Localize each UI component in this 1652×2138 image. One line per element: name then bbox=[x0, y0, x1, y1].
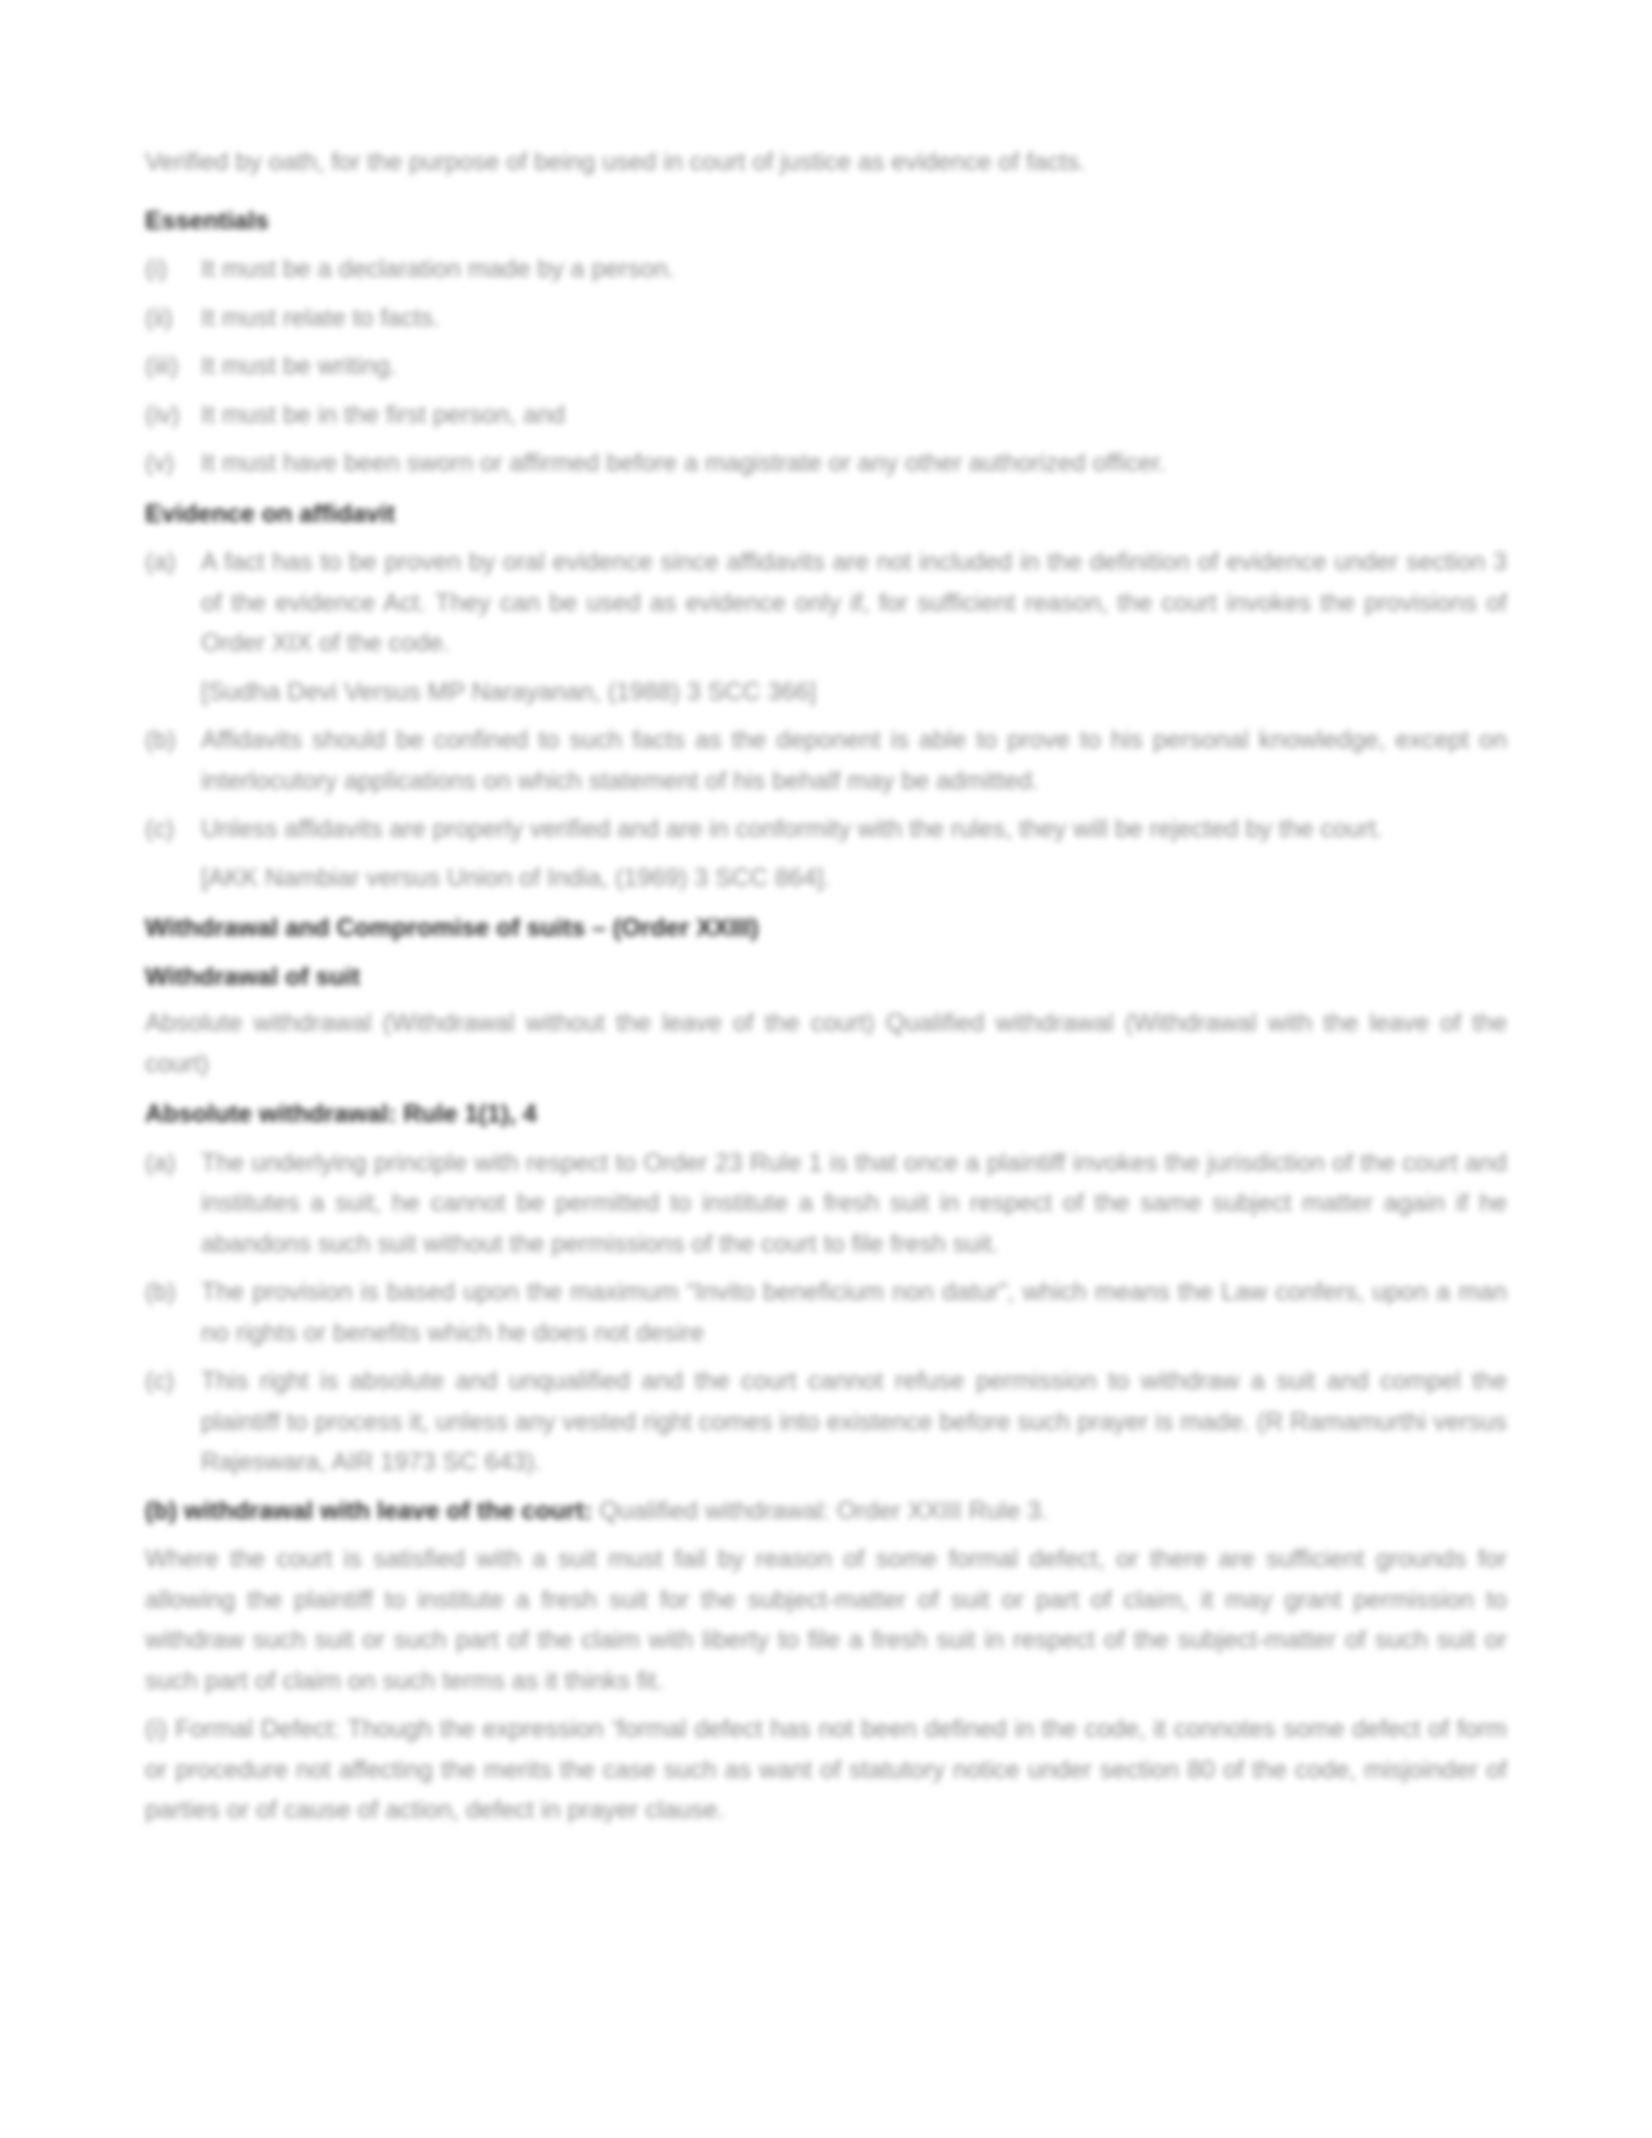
list-marker: (b) bbox=[145, 1278, 176, 1306]
evidence-item-a bbox=[145, 542, 1507, 664]
list-marker: (iii) bbox=[145, 352, 179, 380]
formal-defect-paragraph: (i) Formal Defect: Though the expression ‘formal defect has not been defined in the code, it connotes some defect of form or procedure not affecting the merits the case such as want of statutory notice under section 80 of the code, misjoinder of parties or of cause of action, defect in prayer clause. bbox=[145, 1715, 1507, 1824]
case-citation: [AKK Nambiar versus Union of India, (1969) 3 SCC 864]. bbox=[201, 863, 831, 892]
list-marker: (a) bbox=[145, 548, 176, 576]
document-body bbox=[145, 142, 1507, 1839]
case-citation: [Sudha Devi Versus MP Narayanan, (1988) 3 SCC 366] bbox=[201, 677, 817, 706]
list-item-text: The underlying principle with respect to Order 23 Rule 1 is that once a plaintiff invokes the jurisdiction of the court and institutes a suit, he cannot be permitted to institute a fresh suit in respect of the same subject matter again if he abandons such suit without the permissions of the court to file fresh suit. bbox=[201, 1148, 1507, 1258]
leave-withdrawal-line bbox=[145, 1491, 1507, 1532]
withdrawal-subheading: Withdrawal of suit bbox=[145, 962, 361, 991]
absolute-item-b bbox=[145, 1272, 1507, 1353]
list-item-text: It must be in the first person, and bbox=[201, 400, 566, 429]
list-item-text: Affidavits should be confined to such facts as the deponent is able to prove to his personal knowledge, except on interlocutory applications on which statement of his behalf may be admitted. bbox=[201, 726, 1507, 795]
evidence-item-c bbox=[145, 809, 1507, 850]
list-marker: (ii) bbox=[145, 303, 173, 332]
list-item-text: This right is absolute and unqualified and the court cannot refuse permission to withdraw a suit and compel the plaintiff to process it, unless any vested right comes into existence before such prayer is made. (R Ramamurthi versus Rajeswara, AIR 1973 SC 643). bbox=[201, 1367, 1507, 1476]
list-marker: (iv) bbox=[145, 400, 180, 429]
essentials-item bbox=[145, 346, 1507, 387]
essentials-item bbox=[145, 298, 1507, 339]
essentials-item bbox=[145, 395, 1507, 436]
withdrawal-types: Absolute withdrawal (Withdrawal without the leave of the court) Qualified withdrawal (Withdrawal with the leave of the court) bbox=[145, 1009, 1507, 1078]
withdrawal-heading: Withdrawal and Compromise of suits – (Order XXIII) bbox=[145, 914, 759, 942]
list-marker: (c) bbox=[145, 815, 175, 843]
list-item-text: It must be a declaration made by a person. bbox=[201, 255, 675, 283]
essentials-item bbox=[145, 443, 1507, 484]
evidence-item-b bbox=[145, 720, 1507, 801]
leave-withdrawal-text: Qualified withdrawal: Order XXIII Rule 3. bbox=[599, 1496, 1049, 1525]
list-item-text: Unless affidavits are properly verified and are in conformity with the rules, they will be rejected by the court. bbox=[201, 815, 1384, 843]
leave-withdrawal-heading: (b) withdrawal with leave of the court: bbox=[145, 1496, 593, 1525]
list-item-text: A fact has to be proven by oral evidence since affidavits are not included in the definition of evidence under section 3 of the evidence Act. They can be used as evidence only if, for sufficient reason, the court invokes the provisions of Order XIX of the code. bbox=[201, 548, 1507, 657]
evidence-heading: Evidence on affidavit bbox=[145, 499, 396, 528]
list-item-text: It must be writing. bbox=[201, 352, 397, 380]
absolute-item-a bbox=[145, 1143, 1507, 1265]
list-marker: (v) bbox=[145, 449, 175, 477]
list-marker: (c) bbox=[145, 1367, 175, 1395]
list-item-text: It must have been sworn or affirmed before a magistrate or any other authorized officer. bbox=[201, 449, 1166, 477]
essentials-heading: Essentials bbox=[145, 206, 269, 235]
list-item-text: The provision is based upon the maximum “Invito beneficium non datur”, which means the Law confers, upon a man no rights or benefits which he does not desire bbox=[201, 1278, 1507, 1347]
list-marker: (a) bbox=[145, 1148, 176, 1177]
intro-paragraph: Verified by oath, for the purpose of being used in court of justice as evidence of facts. bbox=[145, 148, 1086, 176]
list-marker: (i) bbox=[145, 255, 168, 283]
leave-withdrawal-paragraph: Where the court is satisfied with a suit must fail by reason of some formal defect, or there are sufficient grounds for allowing the plaintiff to institute a fresh suit for the subject-matter of suit or part of claim, it may grant permission to withdraw such suit or such part of the claim with liberty to file a fresh suit in respect of the subject-matter of such suit or such part of claim on such terms as it thinks fit. bbox=[145, 1545, 1507, 1695]
essentials-item bbox=[145, 249, 1507, 290]
list-item-text: It must relate to facts. bbox=[201, 303, 440, 332]
list-marker: (b) bbox=[145, 726, 176, 754]
absolute-item-c bbox=[145, 1361, 1507, 1483]
absolute-withdrawal-heading: Absolute withdrawal: Rule 1(1), 4 bbox=[145, 1100, 537, 1128]
